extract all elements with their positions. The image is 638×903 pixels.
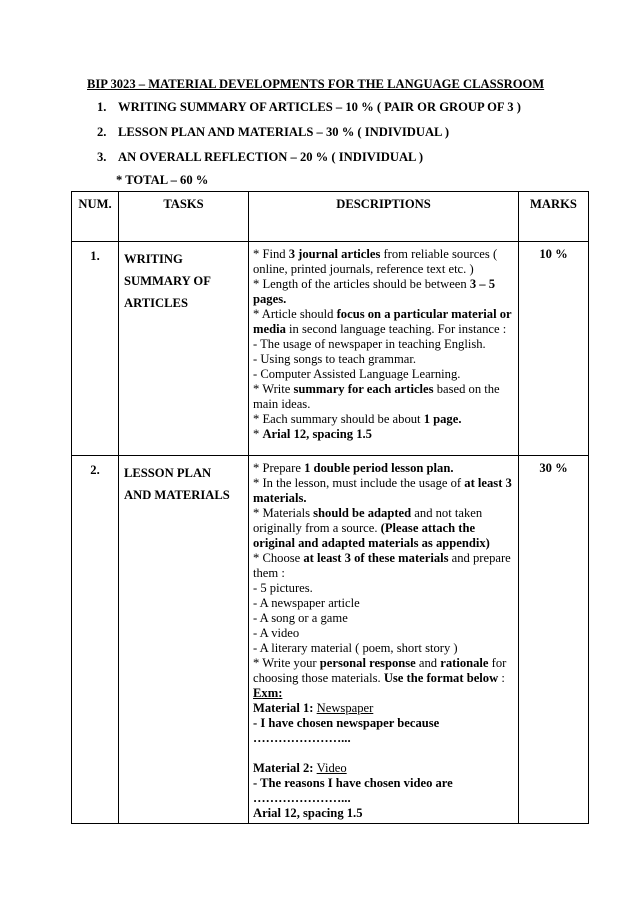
desc-line: Material 2: Video	[253, 761, 347, 775]
description-cell	[249, 456, 519, 824]
desc-line: * Prepare 1 double period lesson plan.	[253, 461, 454, 475]
desc-line: Material 1: Newspaper	[253, 701, 374, 715]
list-number: 1.	[97, 100, 107, 114]
task-cell	[119, 242, 249, 456]
task-cell	[119, 456, 249, 824]
marks-cell: 10 %	[519, 242, 589, 456]
task-text: LESSON PLAN	[124, 466, 212, 480]
task-text: WRITING	[124, 252, 183, 266]
list-text: AN OVERALL REFLECTION – 20 % ( INDIVIDUAL )	[118, 150, 424, 164]
desc-line: …………………...	[253, 791, 351, 805]
list-item	[97, 150, 521, 175]
document-title: BIP 3023 – MATERIAL DEVELOPMENTS FOR THE LANGUAGE CLASSROOM	[87, 77, 545, 91]
task-text: ARTICLES	[124, 296, 188, 310]
list-text: LESSON PLAN AND MATERIALS – 30 % ( INDIVIDUAL )	[118, 125, 450, 139]
list-number: 3.	[97, 150, 107, 164]
desc-line: * In the lesson, must include the usage of at least 3 materials.	[253, 476, 512, 505]
desc-line: - I have chosen newspaper because	[253, 716, 440, 730]
desc-line: * Write your personal response and rationale for choosing those materials. Use the format below :	[253, 656, 507, 685]
spacer	[253, 746, 514, 761]
header-descriptions: DESCRIPTIONS	[249, 192, 519, 242]
row-number: 1.	[72, 242, 119, 456]
table-row	[72, 456, 589, 824]
desc-line: …………………...	[253, 731, 351, 745]
assignment-table	[71, 191, 589, 824]
desc-line: * Length of the articles should be between 3 – 5 pages.	[253, 277, 496, 306]
desc-line: - A newspaper article	[253, 596, 360, 610]
desc-line: - Computer Assisted Language Learning.	[253, 367, 461, 381]
table-row	[72, 242, 589, 456]
desc-line: - A literary material ( poem, short story )	[253, 641, 458, 655]
desc-line: * Arial 12, spacing 1.5	[253, 427, 372, 441]
table-header-row	[72, 192, 589, 242]
desc-line: - A video	[253, 626, 300, 640]
desc-line: * Find 3 journal articles from reliable sources ( online, printed journals, reference text etc. )	[253, 247, 498, 276]
desc-line: * Each summary should be about 1 page.	[253, 412, 462, 426]
total-marks: * TOTAL – 60 %	[116, 173, 209, 187]
header-num: NUM.	[72, 192, 119, 242]
desc-line: - A song or a game	[253, 611, 348, 625]
desc-line: * Article should focus on a particular material or media in second language teaching. For instance :	[253, 307, 512, 336]
desc-line: - The reasons I have chosen video are	[253, 776, 453, 790]
list-item	[97, 125, 521, 150]
desc-line: Arial 12, spacing 1.5	[253, 806, 363, 820]
description-cell	[249, 242, 519, 456]
desc-line: * Choose at least 3 of these materials and prepare them :	[253, 551, 511, 580]
header-marks: MARKS	[519, 192, 589, 242]
row-number: 2.	[72, 456, 119, 824]
desc-line: - The usage of newspaper in teaching English.	[253, 337, 486, 351]
list-item	[97, 100, 521, 125]
desc-line: Exm:	[253, 686, 283, 700]
desc-line: - 5 pictures.	[253, 581, 313, 595]
list-text: WRITING SUMMARY OF ARTICLES – 10 % ( PAIR OR GROUP OF 3 )	[118, 100, 521, 114]
component-list	[97, 100, 521, 175]
list-number: 2.	[97, 125, 107, 139]
desc-line: * Materials should be adapted and not taken originally from a source. (Please attach the original and adapted materials as appendix)	[253, 506, 490, 550]
marks-cell: 30 %	[519, 456, 589, 824]
desc-line: - Using songs to teach grammar.	[253, 352, 416, 366]
task-text: AND MATERIALS	[124, 488, 230, 502]
header-tasks: TASKS	[119, 192, 249, 242]
task-text: SUMMARY OF	[124, 274, 211, 288]
desc-line: * Write summary for each articles based on the main ideas.	[253, 382, 500, 411]
